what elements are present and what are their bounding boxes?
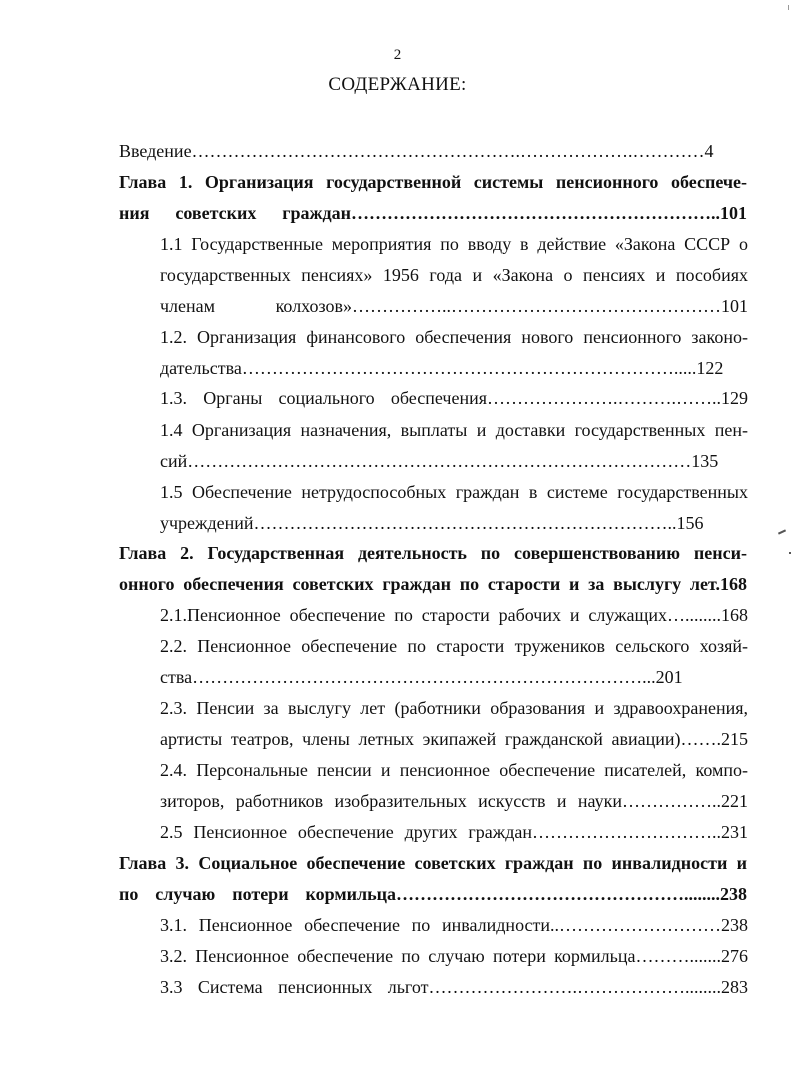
toc-line: 1.4 Организация назначения, выплаты и доставки государственных пен- [160,420,748,440]
toc-entry-section-1-5[interactable] [160,477,748,539]
scan-mark [778,529,786,534]
toc-line: 2.1.Пенсионное обеспечение по старости рабочих и служащих…........168 [160,605,748,625]
toc-entry-section-1-2[interactable] [160,322,748,384]
toc-line: 2.3. Пенсии за выслугу лет (работники образования и здравоохранения, [160,698,748,718]
toc-entry-section-1-4[interactable] [160,415,748,477]
toc-line: 1.1 Государственные мероприятия по вводу в действие «Закона СССР о [160,234,748,254]
scan-mark [788,5,789,10]
toc-entry-section-3-2[interactable] [160,941,748,972]
toc-line: 3.3 Система пенсионных льгот…………………….………………........283 [160,977,748,997]
toc-entry-chapter-2[interactable] [119,538,747,600]
toc-line: Введение……………………………………………….……………….…………4 [119,141,714,161]
toc-entry-section-2-3[interactable] [160,693,748,755]
toc-line: 2.2. Пенсионное обеспечение по старости тружеников сельского хозяй- [160,636,748,656]
toc-line: онного обеспечения советских граждан по старости и за выслугу лет.168 [119,574,747,594]
page-number: 2 [393,47,402,63]
toc-entry-section-1-1[interactable] [160,229,748,322]
toc-line: ния советских граждан……………………………………………………..101 [119,203,747,223]
toc-line: 3.1. Пенсионное обеспечение по инвалидности..………………………238 [160,915,748,935]
toc-line: Глава 2. Государственная деятельность по совершенствованию пенси- [119,543,747,563]
toc-entry-section-3-3[interactable] [160,972,748,1003]
toc-entry-section-2-4[interactable] [160,755,748,817]
toc-entry-section-1-3[interactable] [160,383,748,414]
toc-entry-section-3-1[interactable] [160,910,748,941]
toc-line: Глава 1. Организация государственной системы пенсионного обеспече- [119,172,747,192]
toc-entry-section-2-1[interactable] [160,600,748,631]
toc-line: 2.4. Персональные пенсии и пенсионное обеспечение писателей, компо- [160,760,748,780]
toc-entry-section-2-5[interactable] [160,817,748,848]
toc-title: СОДЕРЖАНИЕ: [328,74,467,95]
toc-line: Глава 3. Социальное обеспечение советских граждан по инвалидности и [119,853,747,873]
toc-line: государственных пенсиях» 1956 года и «Закона о пенсиях и пособиях [160,265,748,285]
toc-line: зиторов, работников изобразительных искусств и науки……………..221 [160,791,748,811]
toc-entry-introduction[interactable] [119,136,747,167]
toc-line: 2.5 Пенсионное обеспечение других граждан…………………………..231 [160,822,748,842]
toc-entry-chapter-3[interactable] [119,848,747,910]
toc-line: учреждений……………………………………………………………..156 [160,513,704,533]
toc-line: 1.3. Органы социального обеспечения………………….……….……..129 [160,388,748,408]
toc-line: 3.2. Пенсионное обеспечение по случаю потери кормильца……….......276 [160,946,748,966]
scan-mark [789,552,791,554]
toc-entry-chapter-1[interactable] [119,167,747,229]
toc-line: ства…………………………………………………………………...201 [160,667,683,687]
toc-line: 1.2. Организация финансового обеспечения нового пенсионного законо- [160,327,748,347]
toc-line: сий…………………………………………………………………………135 [160,451,719,471]
toc-line: артисты театров, члены летных экипажей гражданской авиации)…….215 [160,729,748,749]
toc-line: членам колхозов»……………..………………………………………101 [160,296,748,316]
toc-line: 1.5 Обеспечение нетрудоспособных граждан в системе государственных [160,482,748,502]
toc-line: по случаю потери кормильца…………………………………………........238 [119,884,747,904]
toc-line: дательства……………………………………………………………….....122 [160,358,724,378]
toc-entry-section-2-2[interactable] [160,631,748,693]
